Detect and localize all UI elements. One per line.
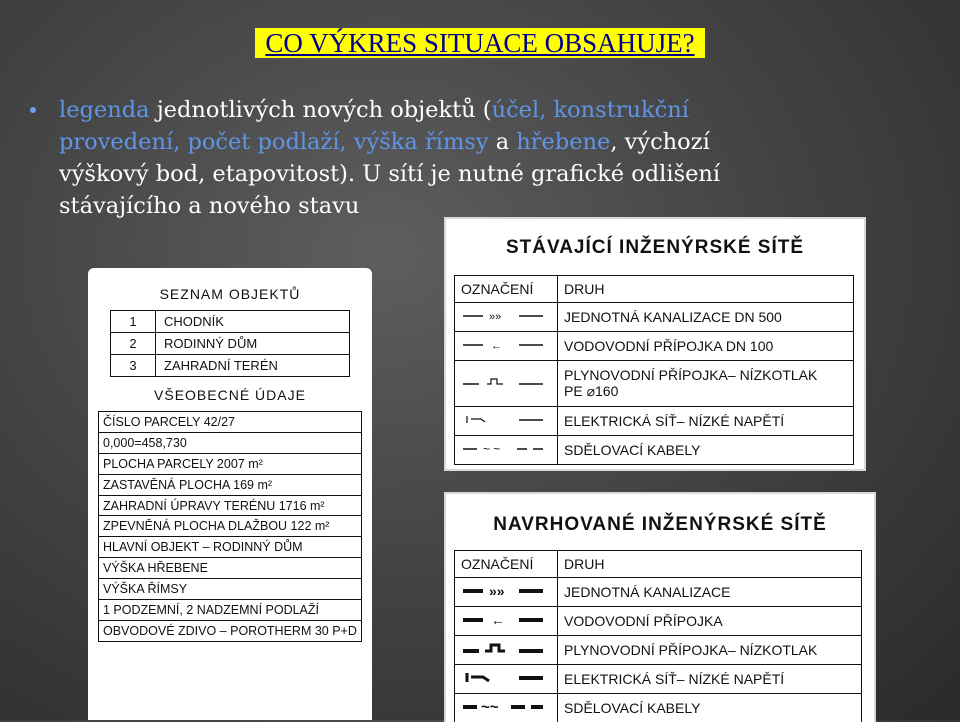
bullet-text-segment: účel, konstrukční	[492, 97, 689, 123]
object-number: 3	[111, 355, 156, 377]
general-item: PLOCHA PARCELY 2007 m²	[99, 453, 362, 474]
table-row	[99, 620, 362, 641]
general-item: OBVODOVÉ ZDIVO – POROTHERM 30 P+D	[99, 620, 362, 641]
general-data-table	[98, 411, 362, 642]
table-row	[99, 558, 362, 579]
telecom-line-symbol	[455, 694, 558, 722]
network-type: PLYNOVODNÍ PŘÍPOJKA– NÍZKOTLAK	[564, 367, 847, 383]
bullet-text-segment: hřebene	[516, 129, 610, 155]
table-row	[99, 412, 362, 433]
svg-text:»»: »»	[489, 311, 501, 323]
general-item: VÝŠKA HŘEBENE	[99, 558, 362, 579]
table-header-row	[455, 551, 862, 578]
existing-networks-panel	[444, 217, 866, 471]
general-item: ZAHRADNÍ ÚPRAVY TERÉNU 1716 m²	[99, 495, 362, 516]
object-list-panel	[88, 268, 372, 720]
table-row	[455, 332, 854, 361]
table-row	[99, 537, 362, 558]
table-row	[111, 311, 350, 333]
general-item: 0,000=458,730	[99, 432, 362, 453]
table-row	[455, 578, 862, 607]
object-list-title: SEZNAM OBJEKTŮ	[88, 286, 372, 302]
bullet-line-3	[59, 158, 720, 190]
general-item: VÝŠKA ŘÍMSY	[99, 579, 362, 600]
bullet-text-segment: , výchozí	[610, 129, 709, 155]
network-type-cell	[558, 361, 854, 407]
col-symbol-header: OZNAČENÍ	[455, 276, 558, 303]
table-row	[99, 432, 362, 453]
col-symbol-header: OZNAČENÍ	[455, 551, 558, 578]
water-line-symbol	[455, 332, 558, 361]
table-row	[455, 303, 854, 332]
table-row	[111, 333, 350, 355]
network-type: JEDNOTNÁ KANALIZACE	[558, 578, 862, 607]
bullet-line-1	[59, 94, 689, 126]
electric-line-symbol	[455, 665, 558, 694]
general-item: ZASTAVĚNÁ PLOCHA 169 m²	[99, 474, 362, 495]
table-row	[455, 694, 862, 722]
network-type: ELEKTRICKÁ SÍŤ– NÍZKÉ NAPĚTÍ	[558, 665, 862, 694]
gas-line-symbol	[455, 636, 558, 665]
svg-text:~ ~: ~ ~	[483, 442, 500, 456]
general-item: ČÍSLO PARCELY 42/27	[99, 412, 362, 433]
general-item: ZPEVNĚNÁ PLOCHA DLAŽBOU 122 m²	[99, 516, 362, 537]
bullet-text-segment: legenda	[59, 97, 150, 123]
table-row	[99, 495, 362, 516]
table-row	[455, 436, 854, 465]
object-list-table	[110, 310, 350, 377]
bullet-line-4	[59, 190, 359, 222]
network-type: VODOVODNÍ PŘÍPOJKA	[558, 607, 862, 636]
table-row	[455, 636, 862, 665]
network-type: VODOVODNÍ PŘÍPOJKA DN 100	[558, 332, 854, 361]
bullet-text-segment: stávajícího a nového stavu	[59, 193, 359, 219]
col-type-header: DRUH	[558, 551, 862, 578]
existing-networks-table	[454, 275, 854, 465]
table-row	[99, 600, 362, 621]
sewer-line-symbol	[455, 578, 558, 607]
sewer-line-symbol	[455, 303, 558, 332]
table-row	[455, 407, 854, 436]
bullet-line-2	[59, 126, 710, 158]
general-item: 1 PODZEMNÍ, 2 NADZEMNÍ PODLAŽÍ	[99, 600, 362, 621]
object-number: 2	[111, 333, 156, 355]
table-row	[99, 516, 362, 537]
table-row	[455, 361, 854, 407]
svg-text:»»: »»	[489, 584, 505, 598]
svg-text:←: ←	[491, 340, 502, 352]
table-row	[455, 607, 862, 636]
bullet-icon	[30, 107, 36, 113]
object-name: RODINNÝ DŮM	[156, 333, 350, 355]
network-type: SDĚLOVACÍ KABELY	[558, 694, 862, 722]
existing-networks-title: STÁVAJÍCÍ INŽENÝRSKÉ SÍTĚ	[446, 237, 864, 259]
general-item: HLAVNÍ OBJEKT – RODINNÝ DŮM	[99, 537, 362, 558]
general-data-title: VŠEOBECNÉ ÚDAJE	[88, 387, 372, 403]
bullet-text-segment: výškový bod, etapovitost). U sítí je nutné grafické odlišení	[59, 161, 720, 187]
table-row	[99, 453, 362, 474]
proposed-networks-title: NAVRHOVANÉ INŽENÝRSKÉ SÍTĚ	[446, 514, 874, 536]
proposed-networks-table	[454, 550, 862, 722]
table-row	[99, 579, 362, 600]
water-line-symbol	[455, 607, 558, 636]
table-row	[455, 665, 862, 694]
svg-text:~~: ~~	[481, 700, 499, 714]
network-type-detail: PE ⌀160	[564, 383, 847, 400]
col-type-header: DRUH	[558, 276, 854, 303]
network-type: PLYNOVODNÍ PŘÍPOJKA– NÍZKOTLAK	[558, 636, 862, 665]
bullet-text-segment: jednotlivých nových objektů (	[150, 97, 492, 123]
electric-line-symbol	[455, 407, 558, 436]
object-name: ZAHRADNÍ TERÉN	[156, 355, 350, 377]
network-type: JEDNOTNÁ KANALIZACE DN 500	[558, 303, 854, 332]
slide-title: CO VÝKRES SITUACE OBSAHUJE?	[255, 28, 704, 58]
table-header-row	[455, 276, 854, 303]
title-bar	[0, 28, 960, 58]
table-row	[99, 474, 362, 495]
network-type: SDĚLOVACÍ KABELY	[558, 436, 854, 465]
table-row	[111, 355, 350, 377]
svg-text:←: ←	[491, 613, 505, 627]
network-type: ELEKTRICKÁ SÍŤ– NÍZKÉ NAPĚTÍ	[558, 407, 854, 436]
telecom-line-symbol	[455, 436, 558, 465]
bullet-text-segment: provedení, počet podlaží, výška římsy	[59, 129, 489, 155]
object-number: 1	[111, 311, 156, 333]
bullet-text-segment: a	[489, 129, 517, 155]
proposed-networks-panel	[444, 492, 876, 722]
gas-line-symbol	[455, 361, 558, 407]
object-name: CHODNÍK	[156, 311, 350, 333]
